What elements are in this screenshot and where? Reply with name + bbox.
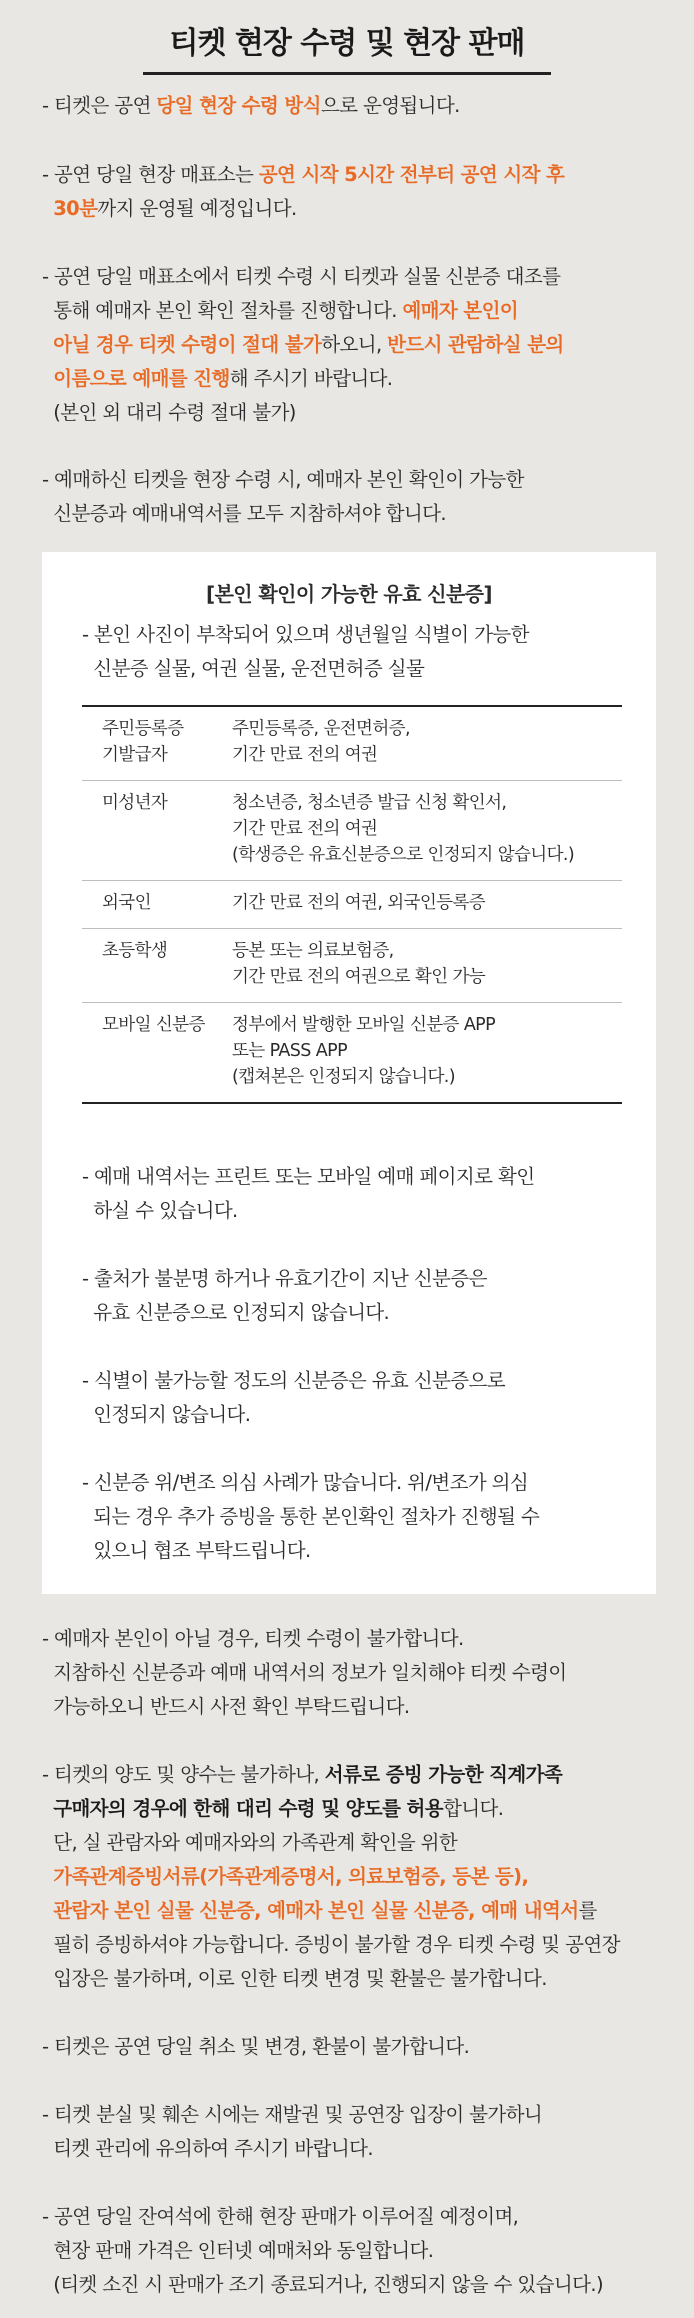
text: - 공연 당일 현장 매표소는 [42,163,259,186]
text: 신분증과 예매내역서를 모두 지참하셔야 합니다. [53,502,446,525]
highlight: 아닐 경우 티켓 수령이 절대 불가 [53,333,322,356]
highlight: 가족관계증빙서류(가족관계증명서, 의료보험증, 등본 등), [53,1865,529,1888]
notice-identity-check [42,260,670,430]
id-description: 주민등록증, 운전면허증, 기간 만료 전의 여권 [232,719,410,765]
highlight: 이름으로 예매를 진행 [53,367,230,390]
emphasis: 서류로 증빙 가능한 직계가족 [324,1763,563,1786]
valid-id-table [82,705,622,1104]
table-row [82,881,622,929]
id-category: 초등학생 [102,941,168,961]
valid-id-title: [본인 확인이 가능한 유효 신분증] [206,582,492,606]
valid-id-intro [82,618,642,686]
notice-box-office-hours [42,158,670,226]
note-unidentifiable-id: - 식별이 불가능할 정도의 신분증은 유효 신분증으로 인정되지 않습니다. [82,1369,506,1426]
table-row [82,781,622,881]
note-invalid-id: - 출처가 불분명 하거나 유효기간이 지난 신분증은 유효 신분증으로 인정되지 않습니다. [82,1267,487,1324]
highlight: 30분 [53,197,98,220]
notice-same-day-pickup [42,89,670,123]
highlight: 관람자 본인 실물 신분증, 예매자 본인 실물 신분증, 예매 내역서 [53,1899,579,1922]
text: 으로 운영됩니다. [320,94,460,117]
highlight: 공연 시작 5시간 전부터 공연 시작 후 [258,163,565,186]
table-row [82,706,622,781]
id-category: 미성년자 [102,793,168,813]
page-title: 티켓 현장 수령 및 현장 판매 [143,18,550,75]
text: 단, 실 관람자와 예매자와의 가족관계 확인을 위한 [53,1831,458,1854]
notice-transfer [42,1758,670,1996]
text: 까지 운영될 예정입니다. [97,197,297,220]
id-description: 정부에서 발행한 모바일 신분증 APP 또는 PASS APP (캡쳐본은 인정되지 않습니다.) [232,1015,496,1087]
text: 필히 증빙하셔야 가능합니다. 증빙이 불가할 경우 티켓 수령 및 공연장 [53,1933,620,1956]
note-forgery: - 신분증 위/변조 의심 사례가 많습니다. 위/변조가 의심 되는 경우 추가 증빙을 통한 본인확인 절차가 진행될 수 있으니 협조 부탁드립니다. [82,1471,540,1562]
notice-bring-id [42,463,670,531]
text: - 본인 사진이 부착되어 있으며 생년월일 식별이 가능한 [82,623,529,646]
highlight: 당일 현장 수령 방식 [156,94,321,117]
id-category: 주민등록증 기발급자 [102,719,184,765]
text: 를 [578,1899,597,1922]
text: 하오니, [321,333,388,356]
title-wrap [0,18,694,75]
notice-lost-ticket: - 티켓 분실 및 훼손 시에는 재발권 및 공연장 입장이 불가하니 티켓 관리에 유의하여 주시기 바랍니다. [42,2103,543,2160]
notice-non-purchaser: - 예매자 본인이 아닐 경우, 티켓 수령이 불가합니다. 지참하신 신분증과 예매 내역서의 정보가 일치해야 티켓 수령이 가능하오니 반드시 사전 확인 부탁드립니다. [42,1627,567,1718]
text: 통해 예매자 본인 확인 절차를 진행합니다. [53,299,403,322]
text: 입장은 불가하며, 이로 인한 티켓 변경 및 환불은 불가합니다. [53,1967,547,1990]
text: - 티켓의 양도 및 양수는 불가하나, [42,1763,325,1786]
text: - 공연 당일 매표소에서 티켓 수령 시 티켓과 실물 신분증 대조를 [42,265,561,288]
note-reservation-receipt: - 예매 내역서는 프린트 또는 모바일 예매 페이지로 확인 하실 수 있습니다. [82,1165,535,1222]
table-row [82,1003,622,1104]
text: (본인 외 대리 수령 절대 불가) [53,401,296,424]
text: - 티켓은 공연 [42,94,157,117]
text: 합니다. [443,1797,504,1820]
text: 해 주시기 바랍니다. [229,367,393,390]
id-category: 모바일 신분증 [102,1015,205,1035]
valid-id-box [42,552,656,1594]
table-row [82,929,622,1003]
text: - 예매하신 티켓을 현장 수령 시, 예매자 본인 확인이 가능한 [42,468,524,491]
text: 신분증 실물, 여권 실물, 운전면허증 실물 [93,657,425,680]
id-category: 외국인 [102,893,151,913]
notice-onsite-sale: - 공연 당일 잔여석에 한해 현장 판매가 이루어질 예정이며, 현장 판매 가격은 인터넷 예매처와 동일합니다. (티켓 소진 시 판매가 조기 종료되거나, 진행되지 않을 수 있습니다.) [42,2205,603,2296]
id-description: 기간 만료 전의 여권, 외국인등록증 [232,893,486,913]
highlight: 예매자 본인이 [402,299,519,322]
id-description: 청소년증, 청소년증 발급 신청 확인서, 기간 만료 전의 여권 (학생증은 유효신분증으로 인정되지 않습니다.) [232,793,575,865]
notice-no-refund: - 티켓은 공연 당일 취소 및 변경, 환불이 불가합니다. [42,2035,470,2058]
id-description: 등본 또는 의료보험증, 기간 만료 전의 여권으로 확인 가능 [232,941,486,987]
highlight: 반드시 관람하실 분의 [387,333,564,356]
emphasis: 구매자의 경우에 한해 대리 수령 및 양도를 허용 [53,1797,444,1820]
